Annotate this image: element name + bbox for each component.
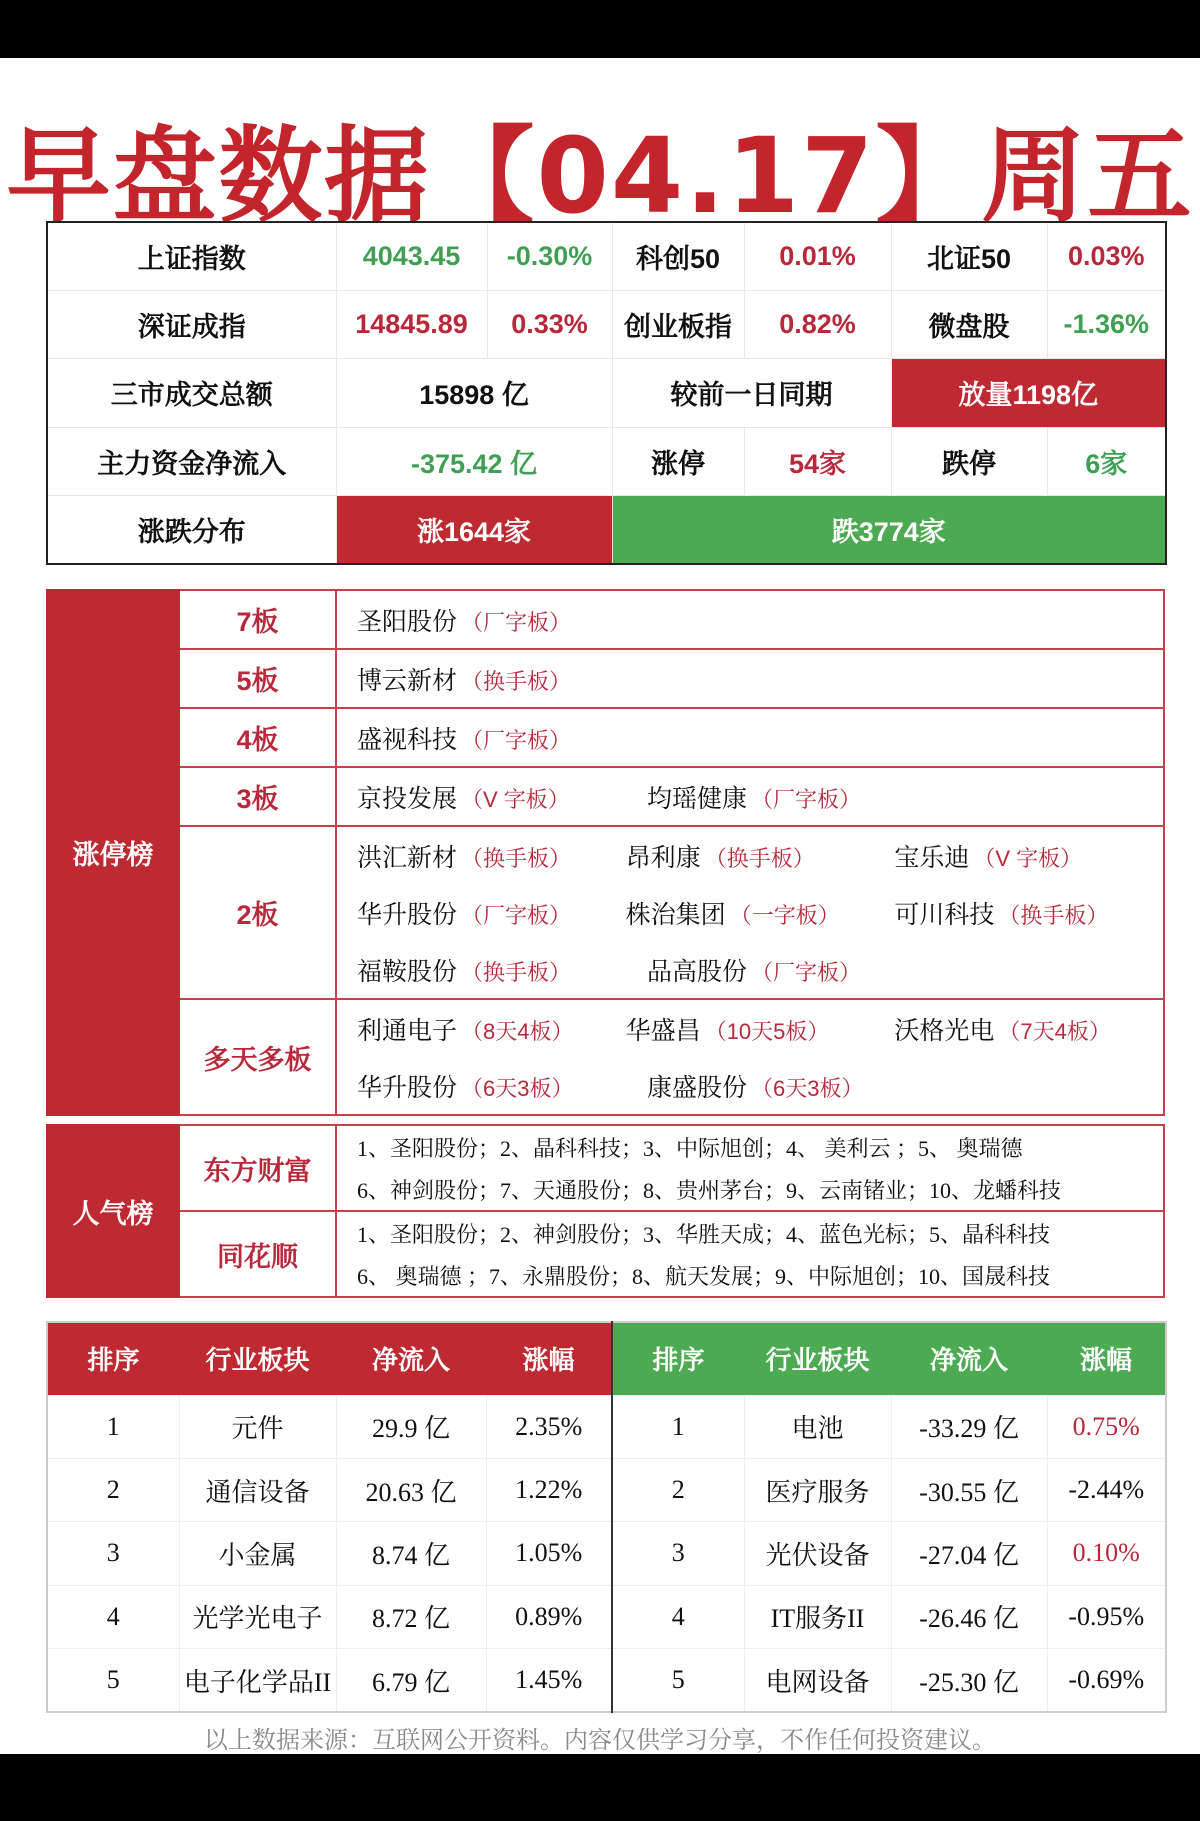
inflow-cell: 小金属 — [179, 1522, 336, 1585]
board-type-tag: （厂字板） — [751, 786, 862, 812]
metric-value: 涨1644家 — [336, 496, 612, 564]
market-overview-table — [46, 221, 1167, 565]
outflow-cell: 1 — [612, 1395, 744, 1458]
stock-line — [357, 827, 1163, 884]
stock-list — [336, 590, 1164, 649]
column-header: 净流入 — [891, 1322, 1047, 1395]
board-type-tag: （换手板） — [704, 845, 815, 871]
metric-value: -375.42 亿 — [336, 427, 612, 495]
limit-up-table — [46, 589, 1165, 1116]
board-type-tag: （V 字板） — [973, 845, 1083, 871]
stock-name: 华升股份 — [357, 900, 458, 929]
stock-item — [357, 779, 647, 815]
stock-item — [894, 1011, 1163, 1047]
overview-row — [47, 427, 1166, 495]
board-type-tag: （换手板） — [461, 668, 572, 694]
column-header: 行业板块 — [179, 1322, 336, 1395]
stock-line — [357, 709, 1163, 766]
stock-name: 康盛股份 — [647, 1073, 748, 1102]
board-type-tag: （厂字板） — [751, 959, 862, 985]
board-level: 4板 — [179, 708, 336, 767]
source-name: 同花顺 — [179, 1211, 336, 1297]
outflow-cell: -2.44% — [1047, 1458, 1166, 1521]
stock-item — [357, 895, 626, 931]
stock-item — [647, 952, 937, 988]
metric-label: 涨跌分布 — [47, 496, 336, 564]
stock-item — [357, 661, 647, 697]
metric-value: 跌停 — [891, 427, 1047, 495]
outflow-cell: 医疗服务 — [744, 1458, 891, 1521]
footer-disclaimer: 以上数据来源：互联网公开资料。内容仅供学习分享，不作任何投资建议。 — [204, 1727, 996, 1754]
board-type-tag: （换手板） — [998, 902, 1109, 928]
stock-name: 福鞍股份 — [357, 957, 458, 986]
inflow-cell: 6.79 亿 — [336, 1649, 486, 1712]
outflow-cell: -27.04 亿 — [891, 1522, 1047, 1585]
metric-value: 较前一日同期 — [612, 359, 891, 427]
source-name: 东方财富 — [179, 1125, 336, 1211]
metric-value: 科创50 — [612, 222, 744, 290]
top-black-bar — [0, 0, 1200, 58]
overview-row — [47, 290, 1166, 358]
limit-up-row — [47, 590, 1164, 649]
popularity-label: 人气榜 — [47, 1125, 179, 1297]
stock-item — [647, 779, 937, 815]
inflow-cell: 20.63 亿 — [336, 1458, 486, 1521]
stock-list — [336, 767, 1164, 826]
sector-row — [47, 1522, 1166, 1585]
board-type-tag: （厂字板） — [461, 727, 572, 753]
inflow-cell: 29.9 亿 — [336, 1395, 486, 1458]
page-title: 早盘数据【04.17】周五 — [6, 115, 1194, 237]
inflow-cell: 光学光电子 — [179, 1585, 336, 1648]
stock-line — [357, 1057, 1163, 1114]
stock-line — [357, 650, 1163, 707]
sector-row — [47, 1458, 1166, 1521]
outflow-cell: -0.95% — [1047, 1585, 1166, 1648]
ranking-line: 6、 奥瑞德 ；7、永鼎股份；8、航天发展；9、中际旭创；10、国晟科技 — [357, 1263, 1051, 1289]
outflow-cell: 3 — [612, 1522, 744, 1585]
metric-value: 微盘股 — [891, 290, 1047, 358]
stock-name: 华盛昌 — [625, 1016, 701, 1045]
stock-name: 利通电子 — [357, 1016, 458, 1045]
metric-value: 0.33% — [487, 290, 612, 358]
stock-line — [357, 591, 1163, 648]
metric-value: 放量1198亿 — [891, 359, 1166, 427]
outflow-cell: -25.30 亿 — [891, 1649, 1047, 1712]
metric-value: -0.30% — [487, 222, 612, 290]
popularity-row — [47, 1125, 1164, 1211]
limit-up-row — [47, 999, 1164, 1115]
column-header: 排序 — [612, 1322, 744, 1395]
sector-flow-table — [46, 1321, 1167, 1713]
stock-list — [336, 708, 1164, 767]
overview-row — [47, 222, 1166, 290]
inflow-cell: 3 — [47, 1522, 179, 1585]
board-level: 多天多板 — [179, 999, 336, 1115]
stock-item — [357, 720, 647, 756]
metric-value: 涨停 — [612, 427, 744, 495]
sector-row — [47, 1395, 1166, 1458]
metric-value: 0.03% — [1047, 222, 1166, 290]
outflow-cell: 电池 — [744, 1395, 891, 1458]
limit-up-row — [47, 708, 1164, 767]
stock-name: 沃格光电 — [894, 1016, 995, 1045]
metric-value: 0.01% — [744, 222, 891, 290]
limit-up-row — [47, 649, 1164, 708]
inflow-cell: 2.35% — [486, 1395, 612, 1458]
stock-line — [357, 768, 1163, 825]
inflow-cell: 元件 — [179, 1395, 336, 1458]
bottom-black-bar — [0, 1754, 1200, 1821]
limit-up-row — [47, 826, 1164, 999]
metric-label: 三市成交总额 — [47, 359, 336, 427]
board-level: 2板 — [179, 826, 336, 999]
inflow-cell: 1.45% — [486, 1649, 612, 1712]
board-type-tag: （6天3板） — [461, 1075, 574, 1101]
board-type-tag: （6天3板） — [751, 1075, 864, 1101]
outflow-cell: -30.55 亿 — [891, 1458, 1047, 1521]
metric-value: 跌3774家 — [612, 496, 1166, 564]
column-header: 涨幅 — [486, 1322, 612, 1395]
inflow-cell: 电子化学品II — [179, 1649, 336, 1712]
inflow-cell: 8.74 亿 — [336, 1522, 486, 1585]
stock-line — [357, 1000, 1163, 1057]
popularity-table — [46, 1124, 1165, 1298]
outflow-cell: 4 — [612, 1585, 744, 1648]
stock-item — [357, 952, 647, 988]
ranking-list — [336, 1125, 1164, 1211]
inflow-cell: 1.05% — [486, 1522, 612, 1585]
column-header: 净流入 — [336, 1322, 486, 1395]
inflow-cell: 8.72 亿 — [336, 1585, 486, 1648]
popularity-row — [47, 1211, 1164, 1297]
overview-row — [47, 359, 1166, 427]
stock-name: 博云新材 — [357, 666, 458, 695]
stock-name: 华升股份 — [357, 1073, 458, 1102]
metric-label: 主力资金净流入 — [47, 427, 336, 495]
metric-label: 上证指数 — [47, 222, 336, 290]
stock-list — [336, 826, 1164, 999]
metric-label: 深证成指 — [47, 290, 336, 358]
column-header: 行业板块 — [744, 1322, 891, 1395]
outflow-cell: 5 — [612, 1649, 744, 1712]
outflow-cell: 2 — [612, 1458, 744, 1521]
stock-line — [357, 884, 1163, 941]
stock-name: 圣阳股份 — [357, 607, 458, 636]
board-level: 5板 — [179, 649, 336, 708]
limit-up-row — [47, 767, 1164, 826]
board-type-tag: （厂字板） — [461, 902, 572, 928]
outflow-cell: 电网设备 — [744, 1649, 891, 1712]
board-type-tag: （换手板） — [461, 959, 572, 985]
board-type-tag: （10天5板） — [704, 1018, 830, 1044]
board-type-tag: （一字板） — [729, 902, 840, 928]
sector-row — [47, 1585, 1166, 1648]
inflow-cell: 2 — [47, 1458, 179, 1521]
outflow-cell: -33.29 亿 — [891, 1395, 1047, 1458]
ranking-line: 1、圣阳股份；2、晶科科技；3、中际旭创；4、 美利云 ；5、 奥瑞德 — [357, 1135, 1023, 1161]
stock-item — [357, 1068, 647, 1104]
stock-line — [357, 941, 1163, 998]
stock-name: 均瑶健康 — [647, 784, 748, 813]
column-header: 涨幅 — [1047, 1322, 1166, 1395]
board-type-tag: （V 字板） — [461, 786, 570, 812]
metric-value: 4043.45 — [336, 222, 487, 290]
stock-item — [357, 602, 647, 638]
ranking-list — [336, 1211, 1164, 1297]
stock-name: 株治集团 — [625, 900, 726, 929]
stock-name: 昂利康 — [625, 843, 701, 872]
outflow-cell: -0.69% — [1047, 1649, 1166, 1712]
outflow-cell: 0.75% — [1047, 1395, 1166, 1458]
inflow-cell: 0.89% — [486, 1585, 612, 1648]
stock-item — [626, 838, 895, 874]
limit-up-label: 涨停榜 — [47, 590, 179, 1115]
stock-name: 盛视科技 — [357, 725, 458, 754]
stock-item — [357, 838, 626, 874]
metric-value: -1.36% — [1047, 290, 1166, 358]
stock-list — [336, 649, 1164, 708]
stock-item — [357, 1011, 626, 1047]
metric-value: 14845.89 — [336, 290, 487, 358]
board-level: 3板 — [179, 767, 336, 826]
board-type-tag: （厂字板） — [461, 609, 572, 635]
sector-row — [47, 1649, 1166, 1712]
outflow-cell: 0.10% — [1047, 1522, 1166, 1585]
stock-name: 可川科技 — [894, 900, 995, 929]
column-header: 排序 — [47, 1322, 179, 1395]
metric-value: 15898 亿 — [336, 359, 612, 427]
metric-value: 0.82% — [744, 290, 891, 358]
stock-name: 宝乐迪 — [894, 843, 970, 872]
inflow-cell: 5 — [47, 1649, 179, 1712]
board-type-tag: （7天4板） — [998, 1018, 1111, 1044]
board-type-tag: （8天4板） — [461, 1018, 574, 1044]
stock-list — [336, 999, 1164, 1115]
stock-item — [894, 895, 1163, 931]
outflow-cell: 光伏设备 — [744, 1522, 891, 1585]
inflow-cell: 4 — [47, 1585, 179, 1648]
metric-value: 北证50 — [891, 222, 1047, 290]
board-type-tag: （换手板） — [461, 845, 572, 871]
inflow-cell: 1.22% — [486, 1458, 612, 1521]
metric-value: 54家 — [744, 427, 891, 495]
stock-name: 京投发展 — [357, 784, 458, 813]
ranking-line: 1、圣阳股份；2、神剑股份；3、华胜天成；4、蓝色光标；5、晶科科技 — [357, 1221, 1051, 1247]
inflow-cell: 1 — [47, 1395, 179, 1458]
outflow-cell: IT服务II — [744, 1585, 891, 1648]
stock-item — [894, 838, 1163, 874]
stock-name: 洪汇新材 — [357, 843, 458, 872]
stock-item — [647, 1068, 937, 1104]
metric-value: 创业板指 — [612, 290, 744, 358]
stock-item — [626, 1011, 895, 1047]
ranking-line: 6、神剑股份；7、天通股份；8、贵州茅台；9、云南锗业；10、龙蟠科技 — [357, 1177, 1062, 1203]
board-level: 7板 — [179, 590, 336, 649]
stock-item — [626, 895, 895, 931]
stock-name: 品高股份 — [647, 957, 748, 986]
metric-value: 6家 — [1047, 427, 1166, 495]
overview-row — [47, 496, 1166, 564]
outflow-cell: -26.46 亿 — [891, 1585, 1047, 1648]
inflow-cell: 通信设备 — [179, 1458, 336, 1521]
